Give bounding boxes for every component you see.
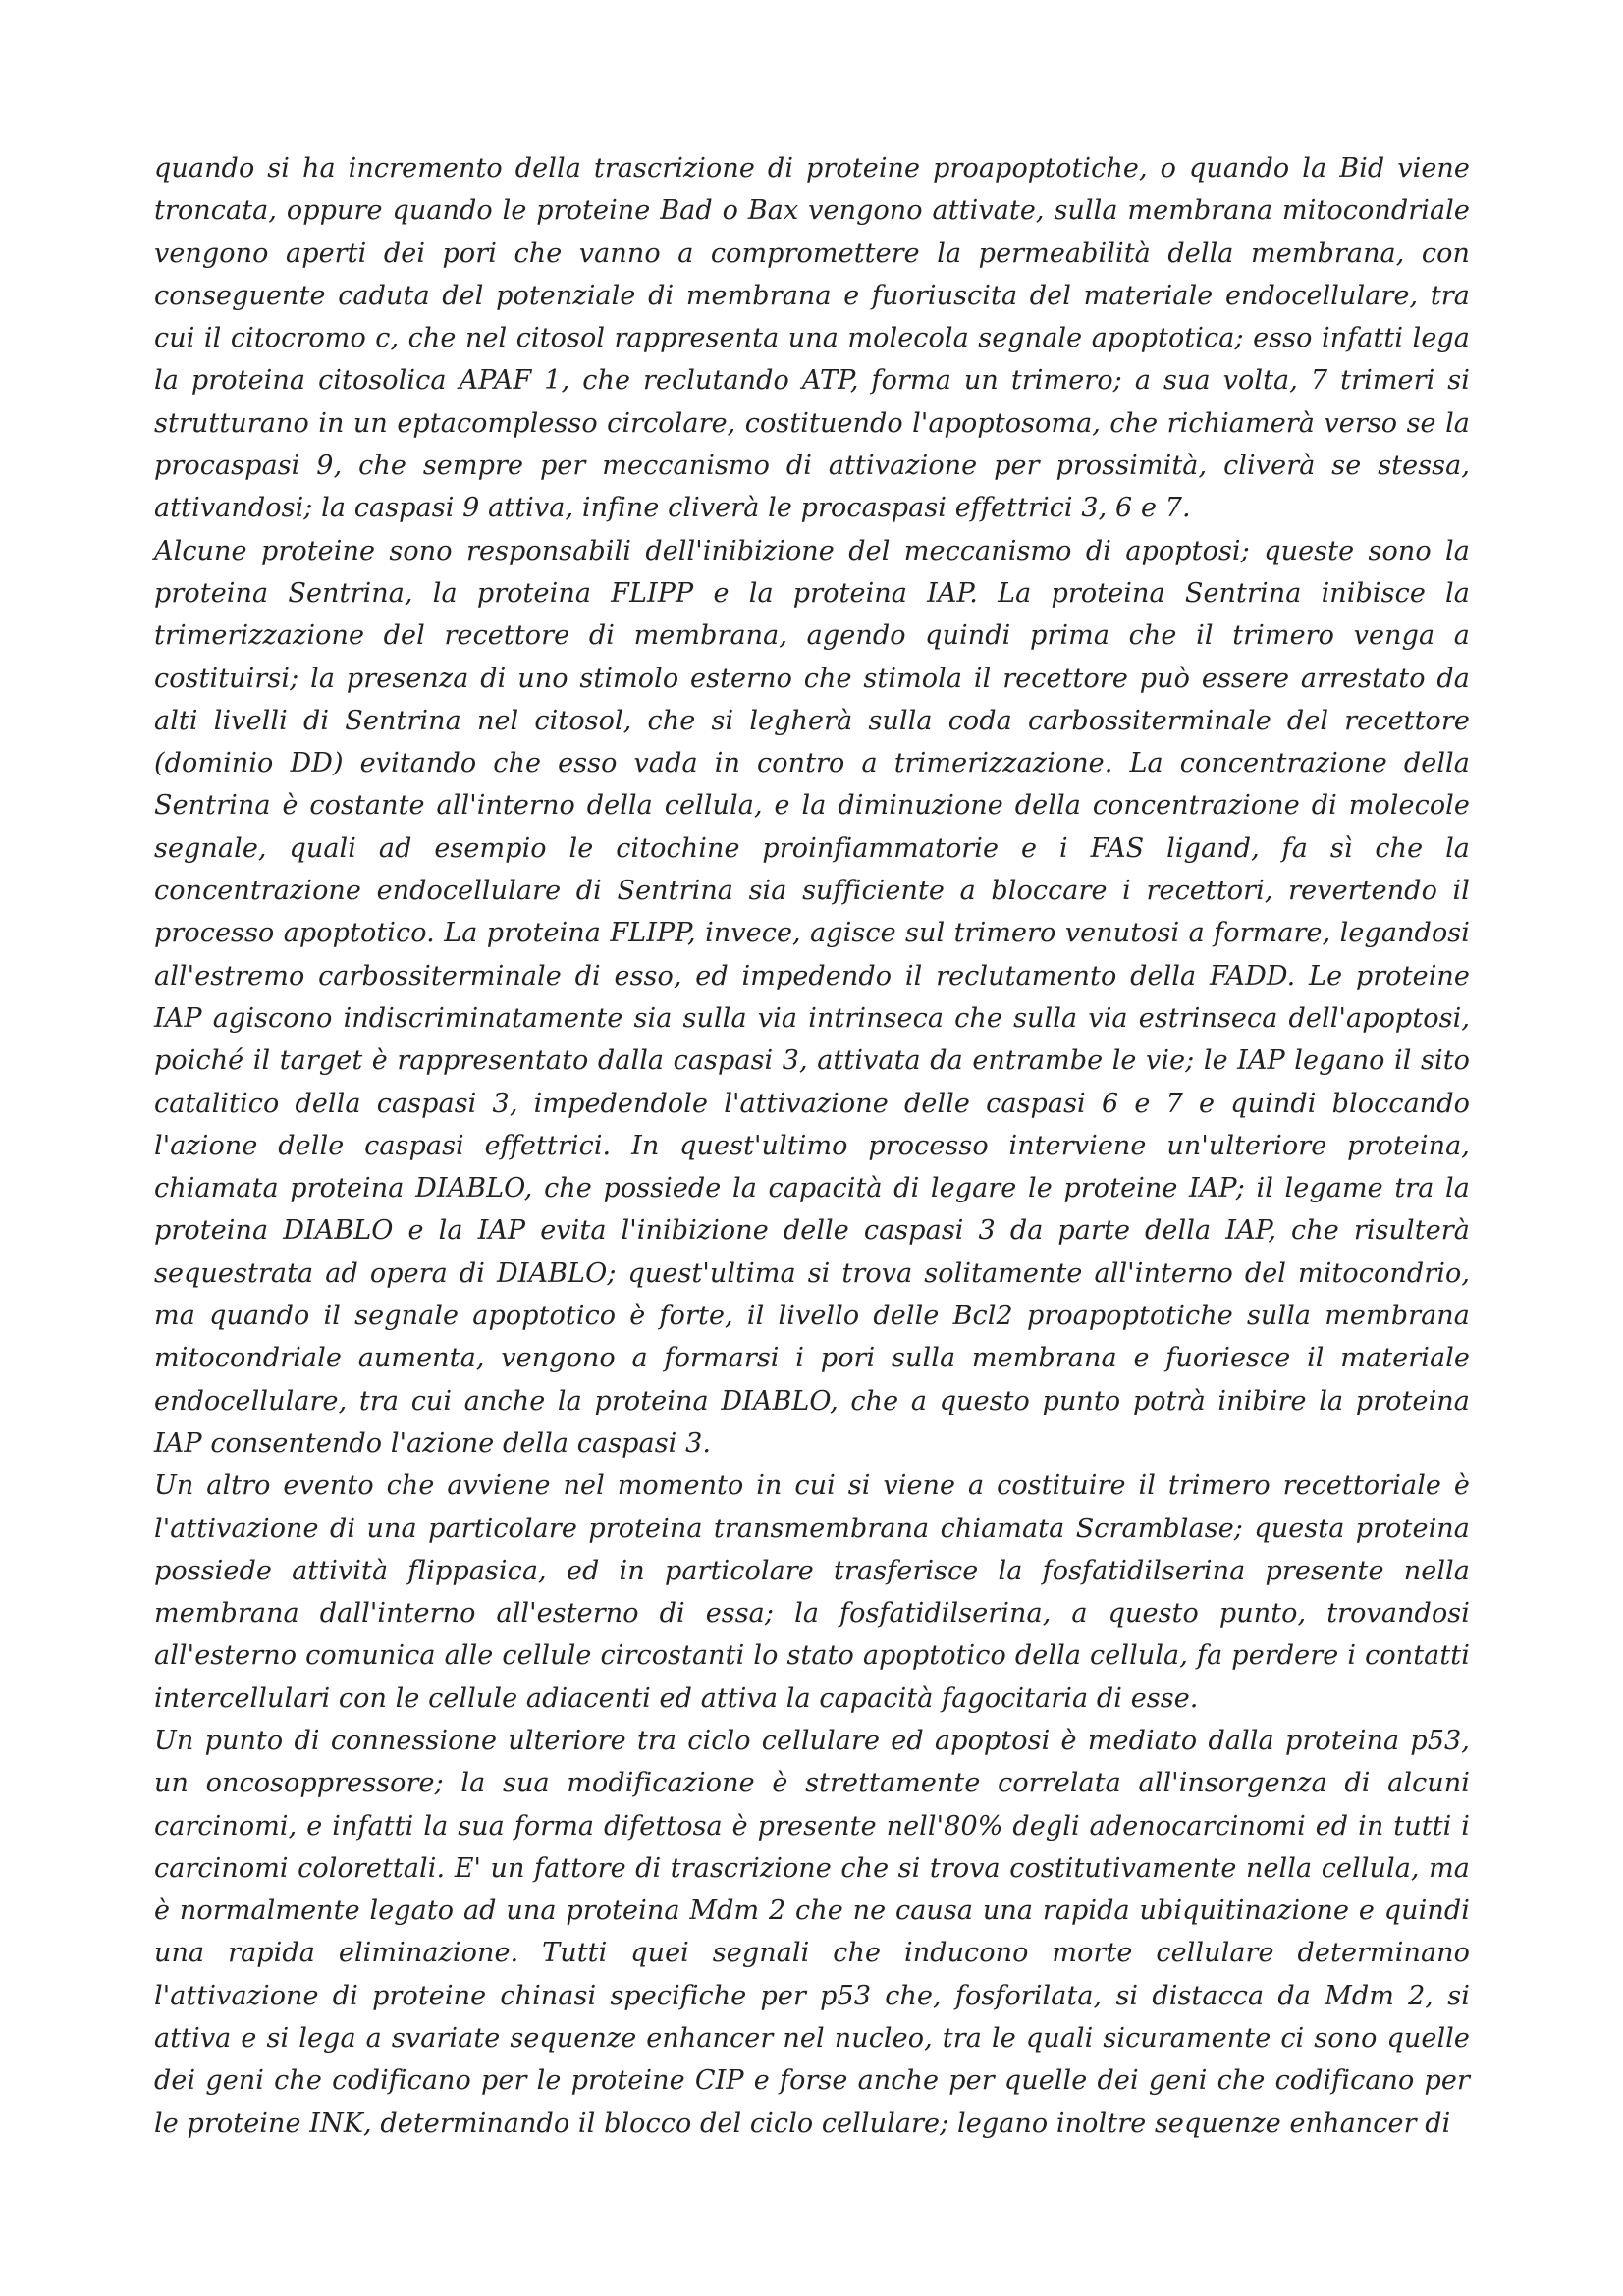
paragraph-4: Un punto di connessione ulteriore tra ciclo cellulare ed apoptosi è mediato dalla proteina p53, un oncosoppressore; la sua modificazione è strettamente correlata all'insorgenza di alcuni carcinomi, e infatti la sua forma difettosa è presente nell'80% degli adenocarcinomi ed in tutti i carcinomi colorettali. E' un fattore di trascrizione che si trova costitutivamente nella cellula, ma è normalmente legato ad una proteina Mdm 2 che ne causa una rapida ubiquitinazione e quindi una rapida eliminazione. Tutti quei segnali che inducono morte cellulare determinano l'attivazione di proteine chinasi specifiche per p53 che, fosforilata, si distacca da Mdm 2, si attiva e si lega a svariate sequenze enhancer nel nucleo, tra le quali sicuramente ci sono quelle dei geni che codificano per le proteine CIP e forse anche per quelle dei geni che codificano per le proteine INK, determinando il blocco del ciclo cellulare; legano inoltre sequenze enhancer di	[154, 1725, 1470, 2139]
paragraph-1: quando si ha incremento della trascrizione di proteine proapoptotiche, o quando la Bid viene troncata, oppure quando le proteine Bad o Bax vengono attivate, sulla membrana mitocondriale vengono aperti dei pori che vanno a compromettere la permeabilità della membrana, con conseguente caduta del potenziale di membrana e fuoriuscita del materiale endocellulare, tra cui il citocromo c, che nel citosol rappresenta una molecola segnale apoptotica; esso infatti lega la proteina citosolica APAF 1, che reclutando ATP, forma un trimero; a sua volta, 7 trimeri si strutturano in un eptacomplesso circolare, costituendo l'apoptosoma, che richiamerà verso se la procaspasi 9, che sempre per meccanismo di attivazione per prossimità, cliverà se stessa, attivandosi; la caspasi 9 attiva, infine cliverà le procaspasi effettrici 3, 6 e 7.	[154, 153, 1470, 524]
paragraph-3: Un altro evento che avviene nel momento in cui si viene a costituire il trimero recettoriale è l'attivazione di una particolare proteina transmembrana chiamata Scramblase; questa proteina possiede attività flippasica, ed in particolare trasferisce la fosfatidilserina presente nella membrana dall'interno all'esterno di essa; la fosfatidilserina, a questo punto, trovandosi all'esterno comunica alle cellule circostanti lo stato apoptotico della cellula, fa perdere i contatti intercellulari con le cellule adiacenti ed attiva la capacità fagocitaria di esse.	[154, 1470, 1470, 1714]
paragraph-2: Alcune proteine sono responsabili dell'inibizione del meccanismo di apoptosi; queste sono la proteina Sentrina, la proteina FLIPP e la proteina IAP. La proteina Sentrina inibisce la trimerizzazione del recettore di membrana, agendo quindi prima che il trimero venga a costituirsi; la presenza di uno stimolo esterno che stimola il recettore può essere arrestato da alti livelli di Sentrina nel citosol, che si legherà sulla coda carbossiterminale del recettore (dominio DD) evitando che esso vada in contro a trimerizzazione. La concentrazione della Sentrina è costante all'interno della cellula, e la diminuzione della concentrazione di molecole segnale, quali ad esempio le citochine proinfiammatorie e i FAS ligand, fa sì che la concentrazione endocellulare di Sentrina sia sufficiente a bloccare i recettori, revertendo il processo apoptotico. La proteina FLIPP, invece, agisce sul trimero venutosi a formare, legandosi all'estremo carbossiterminale di esso, ed impedendo il reclutamento della FADD. Le proteine IAP agiscono indiscriminatamente sia sulla via intrinseca che sulla via estrinseca dell'apoptosi, poiché il target è rappresentato dalla caspasi 3, attivata da entrambe le vie; le IAP legano il sito catalitico della caspasi 3, impedendole l'attivazione delle caspasi 6 e 7 e quindi bloccando l'azione delle caspasi effettrici. In quest'ultimo processo interviene un'ulteriore proteina, chiamata proteina DIABLO, che possiede la capacità di legare le proteine IAP; il legame tra la proteina DIABLO e la IAP evita l'inibizione delle caspasi 3 da parte della IAP, che risulterà sequestrata ad opera di DIABLO; quest'ultima si trova solitamente all'interno del mitocondrio, ma quando il segnale apoptotico è forte, il livello delle Bcl2 proapoptotiche sulla membrana mitocondriale aumenta, vengono a formarsi i pori sulla membrana e fuoriesce il materiale endocellulare, tra cui anche la proteina DIABLO, che a questo punto potrà inibire la proteina IAP consentendo l'azione della caspasi 3.	[154, 535, 1470, 1459]
body-text	[154, 147, 1470, 2145]
